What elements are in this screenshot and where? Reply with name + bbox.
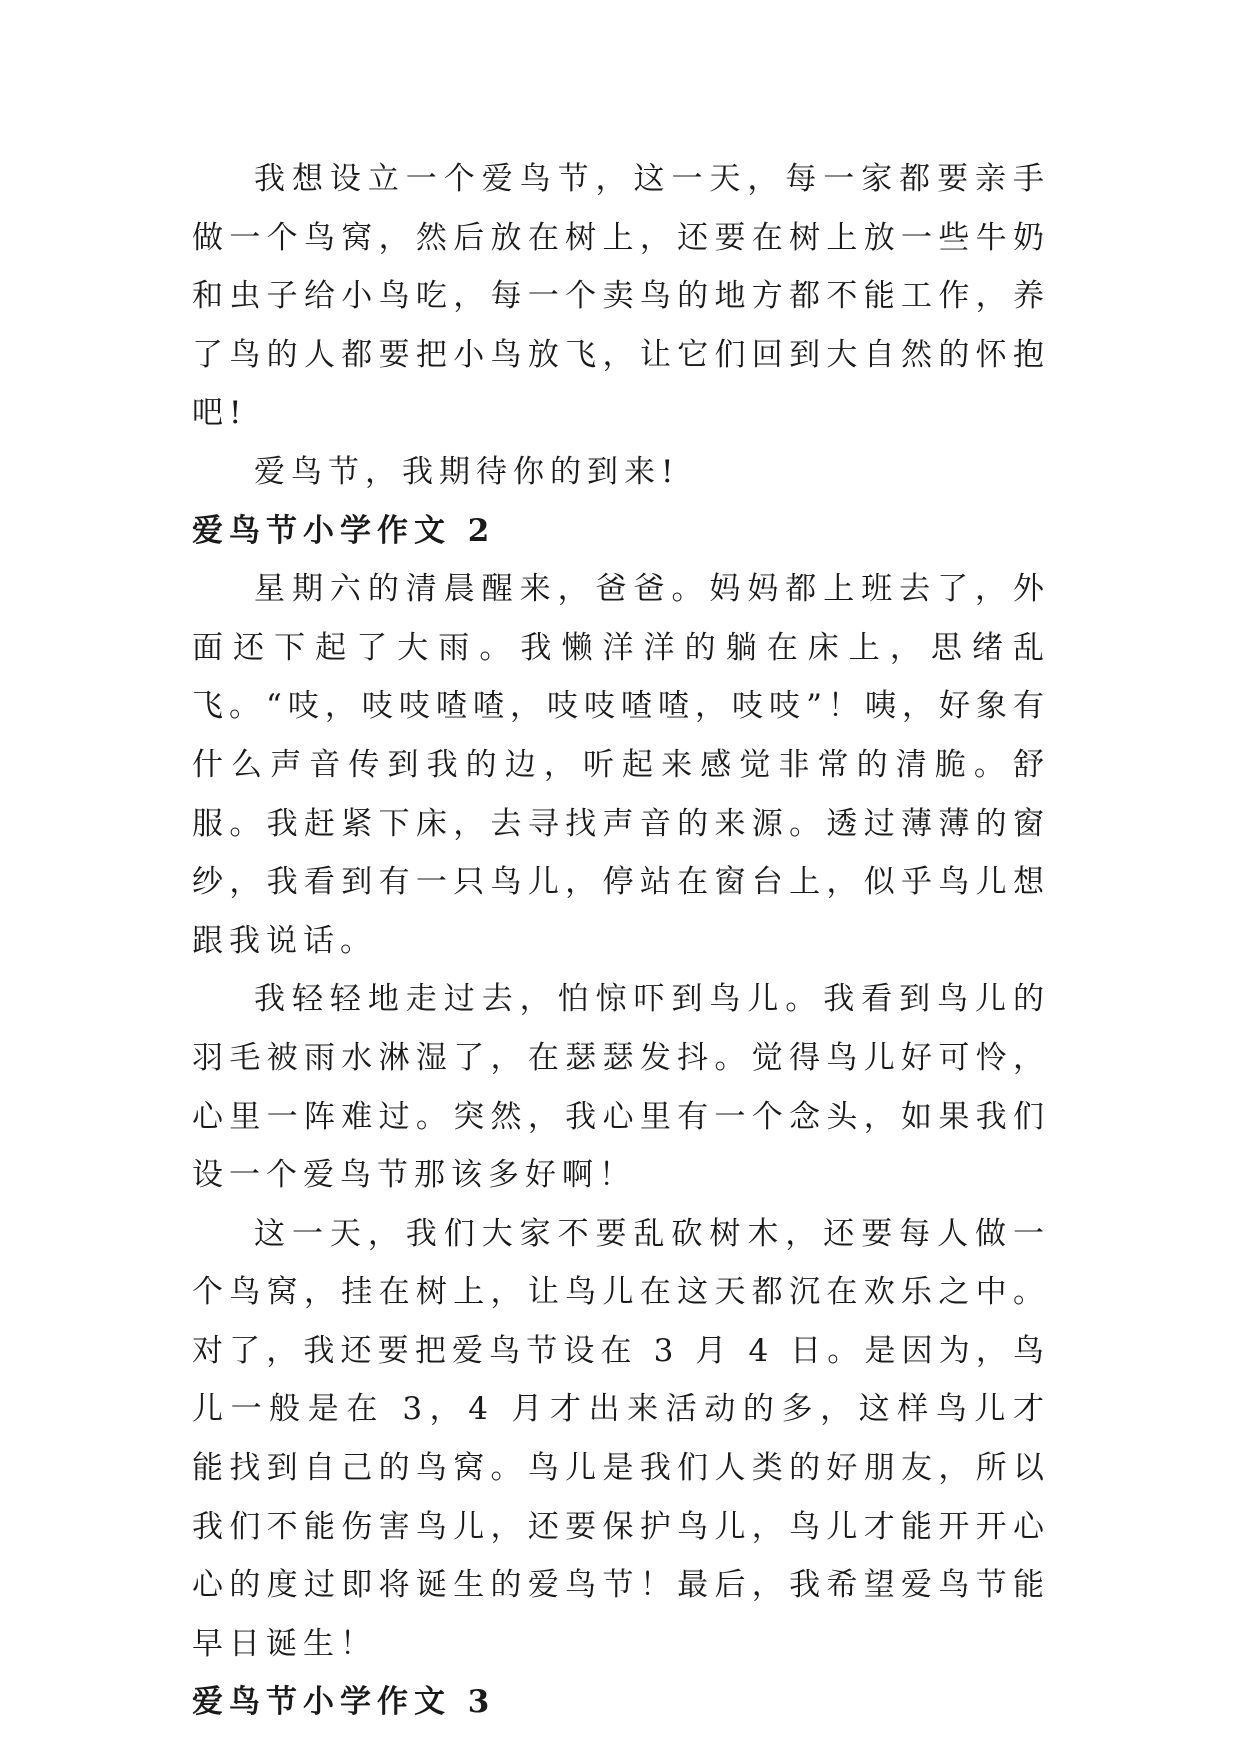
- paragraph-bird-day-plan: 这一天，我们大家不要乱砍树木，还要每人做一个鸟窝，挂在树上，让鸟儿在这天都沉在欢乐之中。对了，我还要把爱鸟节设在 3 月 4 日。是因为，鸟儿一般是在 3，4 月才出来活动的多，这样鸟儿才能找到自己的鸟窝。鸟儿是我们人类的好朋友，所以我们不能伤害鸟儿，还要保护鸟儿，鸟儿才能开开心心的度过即将诞生的爱鸟节！最后，我希望爱鸟节能早日诞生！: [192, 1215, 1050, 1662]
- paragraph-looking-forward: 爱鸟节，我期待你的到来!: [254, 453, 680, 490]
- essay-heading-2: 爱鸟节小学作文 2: [192, 512, 496, 549]
- essay-heading-3: 爱鸟节小学作文 3: [192, 1684, 496, 1721]
- paragraph-bird-day-idea: 我想设立一个爱鸟节，这一天，每一家都要亲手做一个鸟窝，然后放在树上，还要在树上放一些牛奶和虫子给小鸟吃，每一个卖鸟的地方都不能工作，养了鸟的人都要把小鸟放飞，让它们回到大自然的怀抱吧!: [192, 161, 1050, 432]
- paragraph-saturday-morning: 星期六的清晨醒来，爸爸。妈妈都上班去了，外面还下起了大雨。我懒洋洋的躺在床上，思绪乱飞。“吱，吱吱喳喳，吱吱喳喳，吱吱”！咦，好象有什么声音传到我的边，听起来感觉非常的清脆。舒服。我赶紧下床，去寻找声音的来源。透过薄薄的窗纱，我看到有一只鸟儿，停站在窗台上，似乎鸟儿想跟我说话。: [192, 571, 1050, 959]
- paragraph-walk-to-bird: 我轻轻地走过去，怕惊吓到鸟儿。我看到鸟儿的羽毛被雨水淋湿了，在瑟瑟发抖。觉得鸟儿好可怜，心里一阵难过。突然，我心里有一个念头，如果我们设一个爱鸟节那该多好啊！: [192, 981, 1050, 1194]
- document-page: [192, 150, 1050, 1732]
